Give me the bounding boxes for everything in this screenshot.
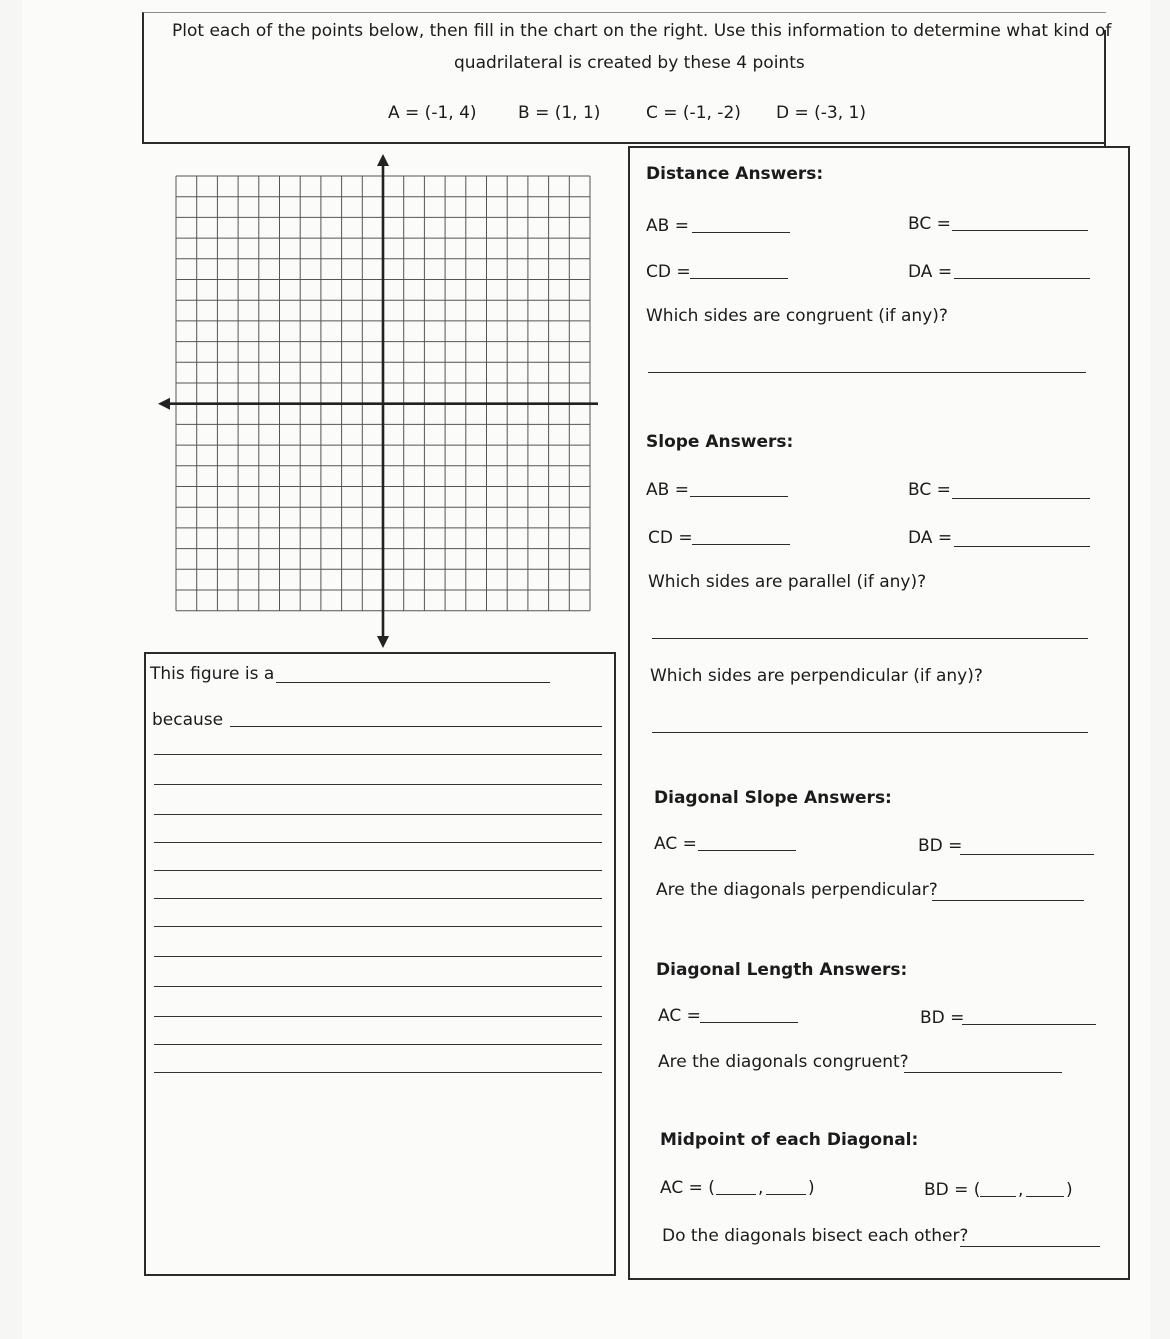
slope-title: Slope Answers: [646, 432, 794, 452]
reason-line[interactable] [154, 986, 602, 987]
diagonal-length-ac-label: AC = [658, 1006, 701, 1026]
figure-label: This figure is a [150, 664, 275, 684]
distance-bc-blank[interactable] [952, 230, 1088, 231]
diagonals-congruent-question: Are the diagonals congruent? [658, 1052, 909, 1072]
distance-bc-label: BC = [908, 214, 951, 234]
distance-cd-blank[interactable] [690, 278, 788, 279]
point-c: C = (-1, -2) [646, 103, 741, 123]
diagonal-length-title: Diagonal Length Answers: [656, 960, 908, 980]
slope-ab-blank[interactable] [690, 496, 788, 497]
instructions-box [142, 12, 1112, 144]
midpoint-ac-comma: , [758, 1178, 764, 1198]
diagonals-bisect-blank[interactable] [960, 1246, 1100, 1247]
reason-line[interactable] [154, 814, 602, 815]
slope-da-blank[interactable] [954, 546, 1090, 547]
reason-line[interactable] [154, 870, 602, 871]
diagonal-slope-ac-label: AC = [654, 834, 697, 854]
x-axis-arrow-left [158, 398, 170, 410]
because-label: because [152, 710, 224, 730]
because-blank[interactable] [230, 726, 602, 727]
midpoint-bd-y-blank[interactable] [1026, 1196, 1064, 1197]
diagonal-length-bd-blank[interactable] [962, 1024, 1096, 1025]
diagonal-slope-bd-label: BD = [918, 836, 963, 856]
y-axis-arrow-up [377, 154, 389, 166]
distance-title: Distance Answers: [646, 164, 824, 184]
diagonals-congruent-blank[interactable] [904, 1072, 1062, 1073]
perpendicular-sides-question: Which sides are perpendicular (if any)? [650, 666, 983, 686]
diagonals-perpendicular-question: Are the diagonals perpendicular? [656, 880, 938, 900]
slope-da-label: DA = [908, 528, 953, 548]
slope-cd-label: CD = [648, 528, 693, 548]
midpoint-ac-close: ) [808, 1178, 815, 1198]
slope-bc-label: BC = [908, 480, 951, 500]
diagonals-perpendicular-blank[interactable] [932, 900, 1084, 901]
reason-line[interactable] [154, 1072, 602, 1073]
reason-line[interactable] [154, 1016, 602, 1017]
midpoint-ac-x-blank[interactable] [716, 1194, 756, 1195]
reason-line[interactable] [154, 754, 602, 755]
midpoint-bd-comma: , [1018, 1180, 1024, 1200]
coordinate-grid[interactable] [158, 152, 598, 650]
diagonal-slope-title: Diagonal Slope Answers: [654, 788, 892, 808]
parallel-sides-question: Which sides are parallel (if any)? [648, 572, 927, 592]
y-axis-arrow-down [377, 636, 389, 648]
congruent-sides-question: Which sides are congruent (if any)? [646, 306, 948, 326]
distance-cd-label: CD = [646, 262, 691, 282]
conclusion-box [144, 652, 616, 1276]
diagonal-length-ac-blank[interactable] [700, 1022, 798, 1023]
slope-bc-blank[interactable] [952, 498, 1090, 499]
point-d: D = (-3, 1) [776, 103, 866, 123]
diagonal-slope-ac-blank[interactable] [698, 850, 796, 851]
perpendicular-sides-blank[interactable] [652, 732, 1088, 733]
midpoint-ac-label: AC = ( [660, 1178, 715, 1198]
diagonals-bisect-question: Do the diagonals bisect each other? [662, 1226, 969, 1246]
distance-ab-label: AB = [646, 216, 689, 236]
reason-line[interactable] [154, 956, 602, 957]
reason-line[interactable] [154, 1044, 602, 1045]
instructions-line-2: quadrilateral is created by these 4 points [454, 53, 805, 73]
slope-cd-blank[interactable] [692, 544, 790, 545]
point-b: B = (1, 1) [518, 103, 601, 123]
midpoint-ac-y-blank[interactable] [766, 1194, 806, 1195]
worksheet-page [22, 0, 1150, 1339]
instructions-line-1: Plot each of the points below, then fill in the chart on the right. Use this information to determine what kind of [172, 21, 1112, 41]
point-a: A = (-1, 4) [388, 103, 477, 123]
reason-line[interactable] [154, 926, 602, 927]
reason-line[interactable] [154, 842, 602, 843]
midpoint-bd-label: BD = ( [924, 1180, 981, 1200]
slope-ab-label: AB = [646, 480, 689, 500]
instructions-box-right-edge [1104, 30, 1106, 146]
diagonal-slope-bd-blank[interactable] [960, 854, 1094, 855]
answers-box [628, 146, 1130, 1280]
figure-type-blank[interactable] [276, 682, 550, 683]
reason-line[interactable] [154, 898, 602, 899]
distance-ab-blank[interactable] [692, 232, 790, 233]
parallel-sides-blank[interactable] [652, 638, 1088, 639]
distance-da-label: DA = [908, 262, 953, 282]
congruent-sides-blank[interactable] [648, 372, 1086, 373]
midpoint-title: Midpoint of each Diagonal: [660, 1130, 919, 1150]
diagonal-length-bd-label: BD = [920, 1008, 965, 1028]
midpoint-bd-close: ) [1066, 1180, 1073, 1200]
distance-da-blank[interactable] [954, 278, 1090, 279]
reason-line[interactable] [154, 784, 602, 785]
midpoint-bd-x-blank[interactable] [980, 1196, 1016, 1197]
